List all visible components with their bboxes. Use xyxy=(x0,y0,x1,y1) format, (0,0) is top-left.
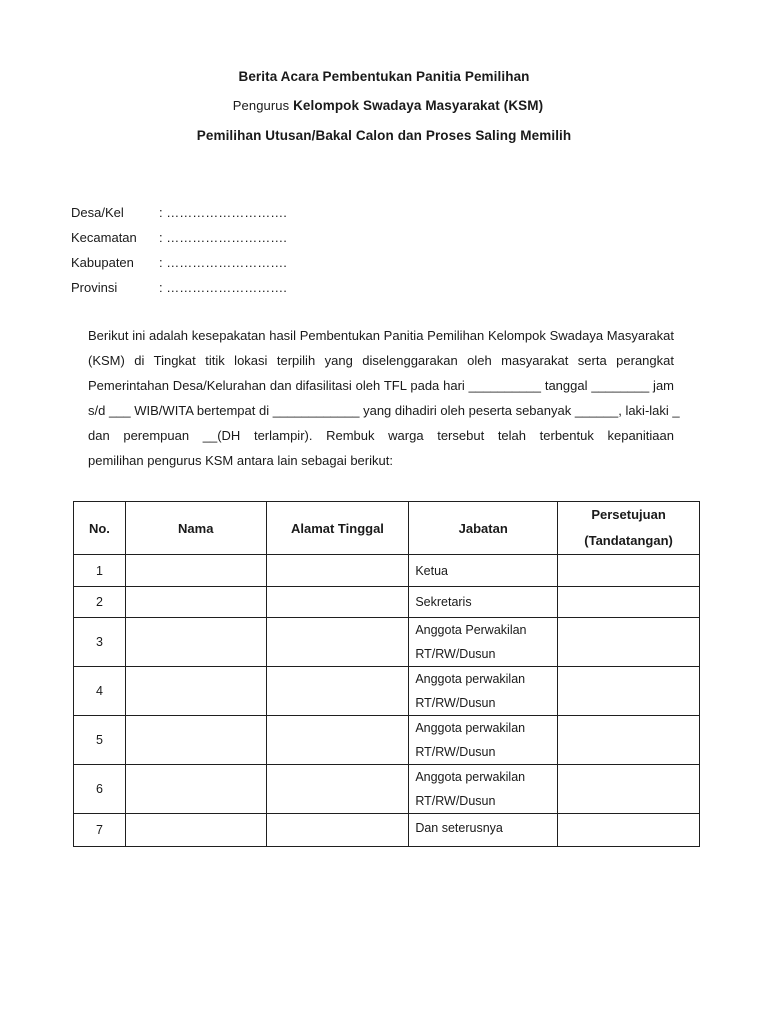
header-persetujuan xyxy=(558,502,700,555)
cell-alamat[interactable] xyxy=(266,667,409,716)
cell-signature[interactable] xyxy=(558,618,700,667)
cell-signature[interactable] xyxy=(558,667,700,716)
jabatan-line1: Anggota perwakilan xyxy=(415,770,526,784)
paragraph-line: pemilihan pengurus KSM antara lain sebagai berikut: xyxy=(88,453,393,468)
table-row xyxy=(74,814,700,847)
committee-table xyxy=(73,501,700,847)
cell-alamat[interactable] xyxy=(266,587,409,618)
cell-nama[interactable] xyxy=(125,716,266,765)
document-title-line-1: Berita Acara Pembentukan Panitia Pemilihan xyxy=(238,69,530,84)
jabatan-line1: Anggota perwakilan xyxy=(415,721,526,735)
cell-nama[interactable] xyxy=(125,765,266,814)
title-prefix: Pengurus xyxy=(232,98,290,113)
cell-signature[interactable] xyxy=(558,587,700,618)
cell-nama[interactable] xyxy=(125,667,266,716)
field-label: Provinsi xyxy=(71,280,118,295)
table-row xyxy=(74,618,700,667)
header-alamat: Alamat Tinggal xyxy=(266,502,409,555)
cell-no: 7 xyxy=(74,814,126,847)
cell-alamat[interactable] xyxy=(266,814,409,847)
field-blank: : ………………………. xyxy=(159,230,287,245)
cell-signature[interactable] xyxy=(558,555,700,587)
cell-jabatan xyxy=(409,716,558,765)
jabatan-line2: RT/RW/Dusun xyxy=(415,647,496,661)
jabatan-line1: Anggota Perwakilan xyxy=(415,623,527,637)
header-nama: Nama xyxy=(125,502,266,555)
document-title-line-3: Pemilihan Utusan/Bakal Calon dan Proses Saling Memilih xyxy=(196,128,572,143)
cell-jabatan xyxy=(409,587,558,618)
cell-no: 2 xyxy=(74,587,126,618)
cell-nama[interactable] xyxy=(125,555,266,587)
field-blank: : ………………………. xyxy=(159,255,287,270)
cell-jabatan xyxy=(409,618,558,667)
header-jabatan: Jabatan xyxy=(409,502,558,555)
table-row xyxy=(74,765,700,814)
field-blank: : ………………………. xyxy=(159,280,287,295)
cell-jabatan xyxy=(409,667,558,716)
table-row xyxy=(74,587,700,618)
paragraph-line: Berikut ini adalah kesepakatan hasil Pembentukan Panitia Pemilihan Kelompok Swadaya Masyarakat xyxy=(88,328,674,343)
jabatan-line1: Dan seterusnya xyxy=(415,821,503,835)
cell-no: 5 xyxy=(74,716,126,765)
jabatan-line2: RT/RW/Dusun xyxy=(415,696,496,710)
cell-no: 3 xyxy=(74,618,126,667)
jabatan-line2: RT/RW/Dusun xyxy=(415,745,496,759)
field-label: Kabupaten xyxy=(71,255,134,270)
header-persetujuan-line2: (Tandatangan) xyxy=(584,533,673,548)
field-label: Kecamatan xyxy=(71,230,137,245)
field-label: Desa/Kel xyxy=(71,205,124,220)
header-no: No. xyxy=(74,502,126,555)
jabatan-line1: Sekretaris xyxy=(415,595,472,609)
jabatan-line2: RT/RW/Dusun xyxy=(415,794,496,808)
table-row xyxy=(74,555,700,587)
cell-jabatan xyxy=(409,814,558,847)
jabatan-line1: Anggota perwakilan xyxy=(415,672,526,686)
jabatan-line1: Ketua xyxy=(415,563,448,578)
paragraph-line: dan perempuan __(DH terlampir). Rembuk warga tersebut telah terbentuk kepanitiaan xyxy=(88,428,674,443)
cell-alamat[interactable] xyxy=(266,618,409,667)
cell-alamat[interactable] xyxy=(266,716,409,765)
paragraph-line: Pemerintahan Desa/Kelurahan dan difasilitasi oleh TFL pada hari __________ tanggal ________ jam xyxy=(88,378,674,393)
cell-alamat[interactable] xyxy=(266,555,409,587)
paragraph-line: (KSM) di Tingkat titik lokasi terpilih yang diselenggarakan oleh masyarakat serta perangkat xyxy=(88,353,674,368)
document-title-line-2 xyxy=(4,98,768,113)
body-paragraph xyxy=(88,328,680,478)
cell-nama[interactable] xyxy=(125,618,266,667)
table-row xyxy=(74,667,700,716)
cell-no: 6 xyxy=(74,765,126,814)
cell-signature[interactable] xyxy=(558,814,700,847)
cell-alamat[interactable] xyxy=(266,765,409,814)
cell-no: 4 xyxy=(74,667,126,716)
field-blank: : ………………………. xyxy=(159,205,287,220)
cell-jabatan xyxy=(409,765,558,814)
header-persetujuan-line1: Persetujuan xyxy=(591,507,666,522)
table-header-row xyxy=(74,502,700,555)
cell-jabatan xyxy=(409,555,558,587)
cell-signature[interactable] xyxy=(558,765,700,814)
title-ksm: Kelompok Swadaya Masyarakat (KSM) xyxy=(293,98,544,113)
paragraph-line: s/d ___ WIB/WITA bertempat di ____________ yang dihadiri oleh peserta sebanyak ______, laki-laki _ xyxy=(88,403,680,418)
cell-no: 1 xyxy=(74,555,126,587)
table-row xyxy=(74,716,700,765)
cell-nama[interactable] xyxy=(125,814,266,847)
cell-nama[interactable] xyxy=(125,587,266,618)
cell-signature[interactable] xyxy=(558,716,700,765)
